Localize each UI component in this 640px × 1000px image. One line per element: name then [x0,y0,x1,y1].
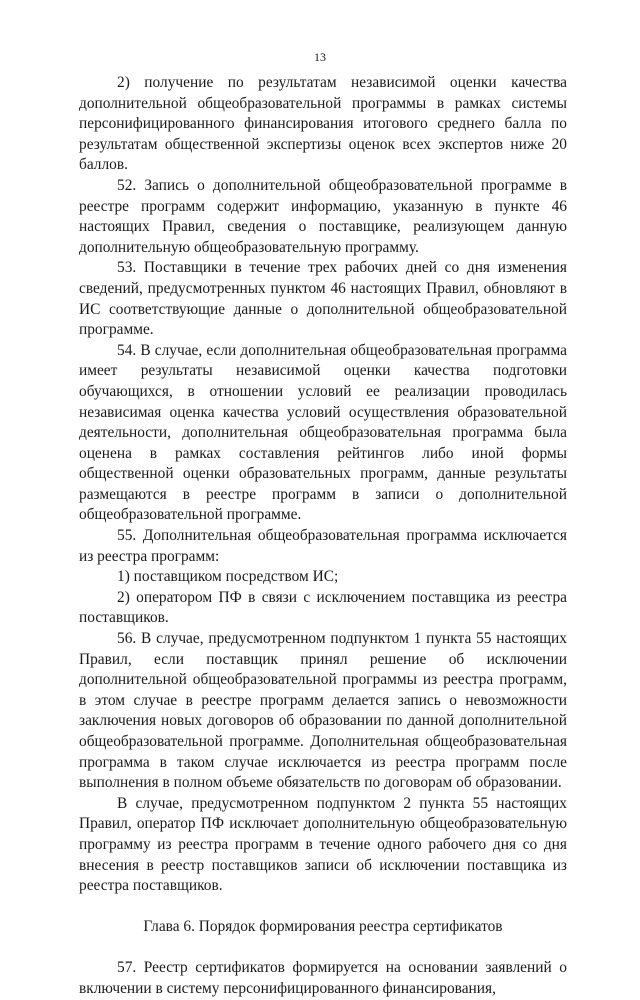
document-body [79,73,567,1000]
paragraph-item-2: 2) получение по результатам независимой оценки качества дополнительной общеобразовательной программы в рамках системы персонифицированного финансирования итогового среднего балла по результатам общественной экспертизы оценок всех экспертов ниже 20 баллов. [79,74,567,174]
paragraph-52: 52. Запись о дополнительной общеобразовательной программе в реестре программ содержит информацию, указанную в пункте 46 настоящих Правил, сведения о поставщике, реализующем данную дополнительную общеобразовательную программу. [79,176,567,256]
chapter-heading: Глава 6. Порядок формирования реестра сертификатов [143,917,503,935]
paragraph-56-part-2: В случае, предусмотренном подпунктом 2 пункта 55 настоящих Правил, оператор ПФ исключает дополнительную общеобразовательную программу из реестра программ в течение одного рабочего дня со дня внесения в реестр поставщиков записи об исключении поставщика из реестра поставщиков. [79,794,567,895]
paragraph-57: 57. Реестр сертификатов формируется на основании заявлений о включении в систему персонифицированного финансирования, [79,959,567,997]
paragraph-55: 55. Дополнительная общеобразовательная программа исключается из реестра программ: [79,527,567,565]
paragraph-55-item-1: 1) поставщиком посредством ИС; [117,568,339,586]
paragraph-56: 56. В случае, предусмотренном подпунктом 1 пункта 55 настоящих Правил, если поставщик принял решение об исключении дополнительной общеобразовательной программы из реестра программ, в этом случае в реестре программ делается запись о невозможности заключения новых договоров об образовании по данной дополнительной общеобразовательной программе. Дополнительная общеобразовательная программа в таком случае исключается из реестра программ после выполнения в полном объеме обязательств по договорам об образовании. [79,630,567,792]
page-number: 13 [314,50,326,64]
paragraph-55-item-2: 2) оператором ПФ в связи с исключением поставщика из реестра поставщиков. [79,588,567,627]
paragraph-54: 54. В случае, если дополнительная общеобразовательная программа имеет результаты независимой оценки качества подготовки обучающихся, в отношении условий ее реализации проводилась независимая оценка качества условий осуществления образовательной деятельности, дополнительная общеобразовательная программа была оценена в рамках составления рейтингов либо иной формы общественной оценки образовательных программ, данные результаты размещаются в реестре программ в записи о дополнительной общеобразовательной программе. [79,341,567,524]
paragraph-53: 53. Поставщики в течение трех рабочих дней со дня изменения сведений, предусмотренных пунктом 46 настоящих Правил, обновляют в ИС соответствующие данные о дополнительной общеобразовательной программе. [79,259,567,339]
